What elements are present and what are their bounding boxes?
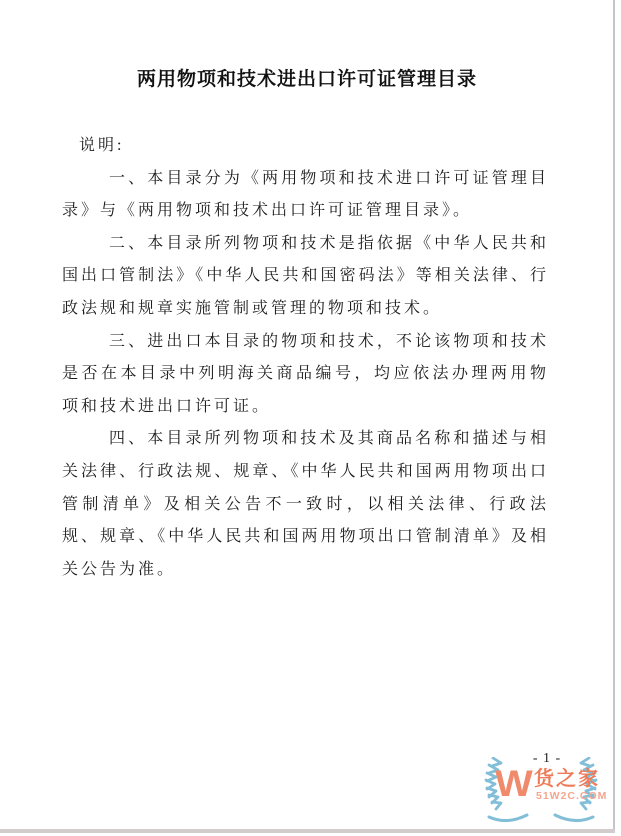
watermark-brand-name: 货之家 (534, 768, 600, 790)
watermark-logo (475, 757, 610, 827)
explanation-label: 说明: (79, 137, 125, 154)
paragraph-1: 一、本目录分为《两用物项和技术进口许可证管理目录》与《两用物项和技术出口许可证管理目录》。 (62, 169, 549, 220)
watermark-site-url: 51W2C.COM (536, 790, 608, 802)
document-title: 两用物项和技术进出口许可证管理目录 (136, 69, 477, 90)
page-bottom-edge (0, 829, 615, 833)
document-body (62, 130, 549, 586)
paragraph-2: 二、本目录所列物项和技术是指依据《中华人民共和国出口管制法》《中华人民共和国密码法》等相关法律、行政法规和规章实施管制或管理的物项和技术。 (62, 234, 549, 317)
watermark-w-icon: W (495, 763, 533, 804)
paragraph-3: 三、进出口本目录的物项和技术，不论该物项和技术是否在本目录中列明海关商品编号，均应依法办理两用物项和技术进出口许可证。 (62, 332, 549, 415)
page-right-edge (613, 0, 615, 830)
page-number: - 1 - (532, 751, 562, 766)
paragraph-4: 四、本目录所列物项和技术及其商品名称和描述与相关法律、行政法规、规章、《中华人民共和国两用物项出口管制清单》及相关公告不一致时，以相关法律、行政法规、规章、《中华人民共和国两用物项出口管制清单》及相关公告为准。 (62, 430, 549, 578)
